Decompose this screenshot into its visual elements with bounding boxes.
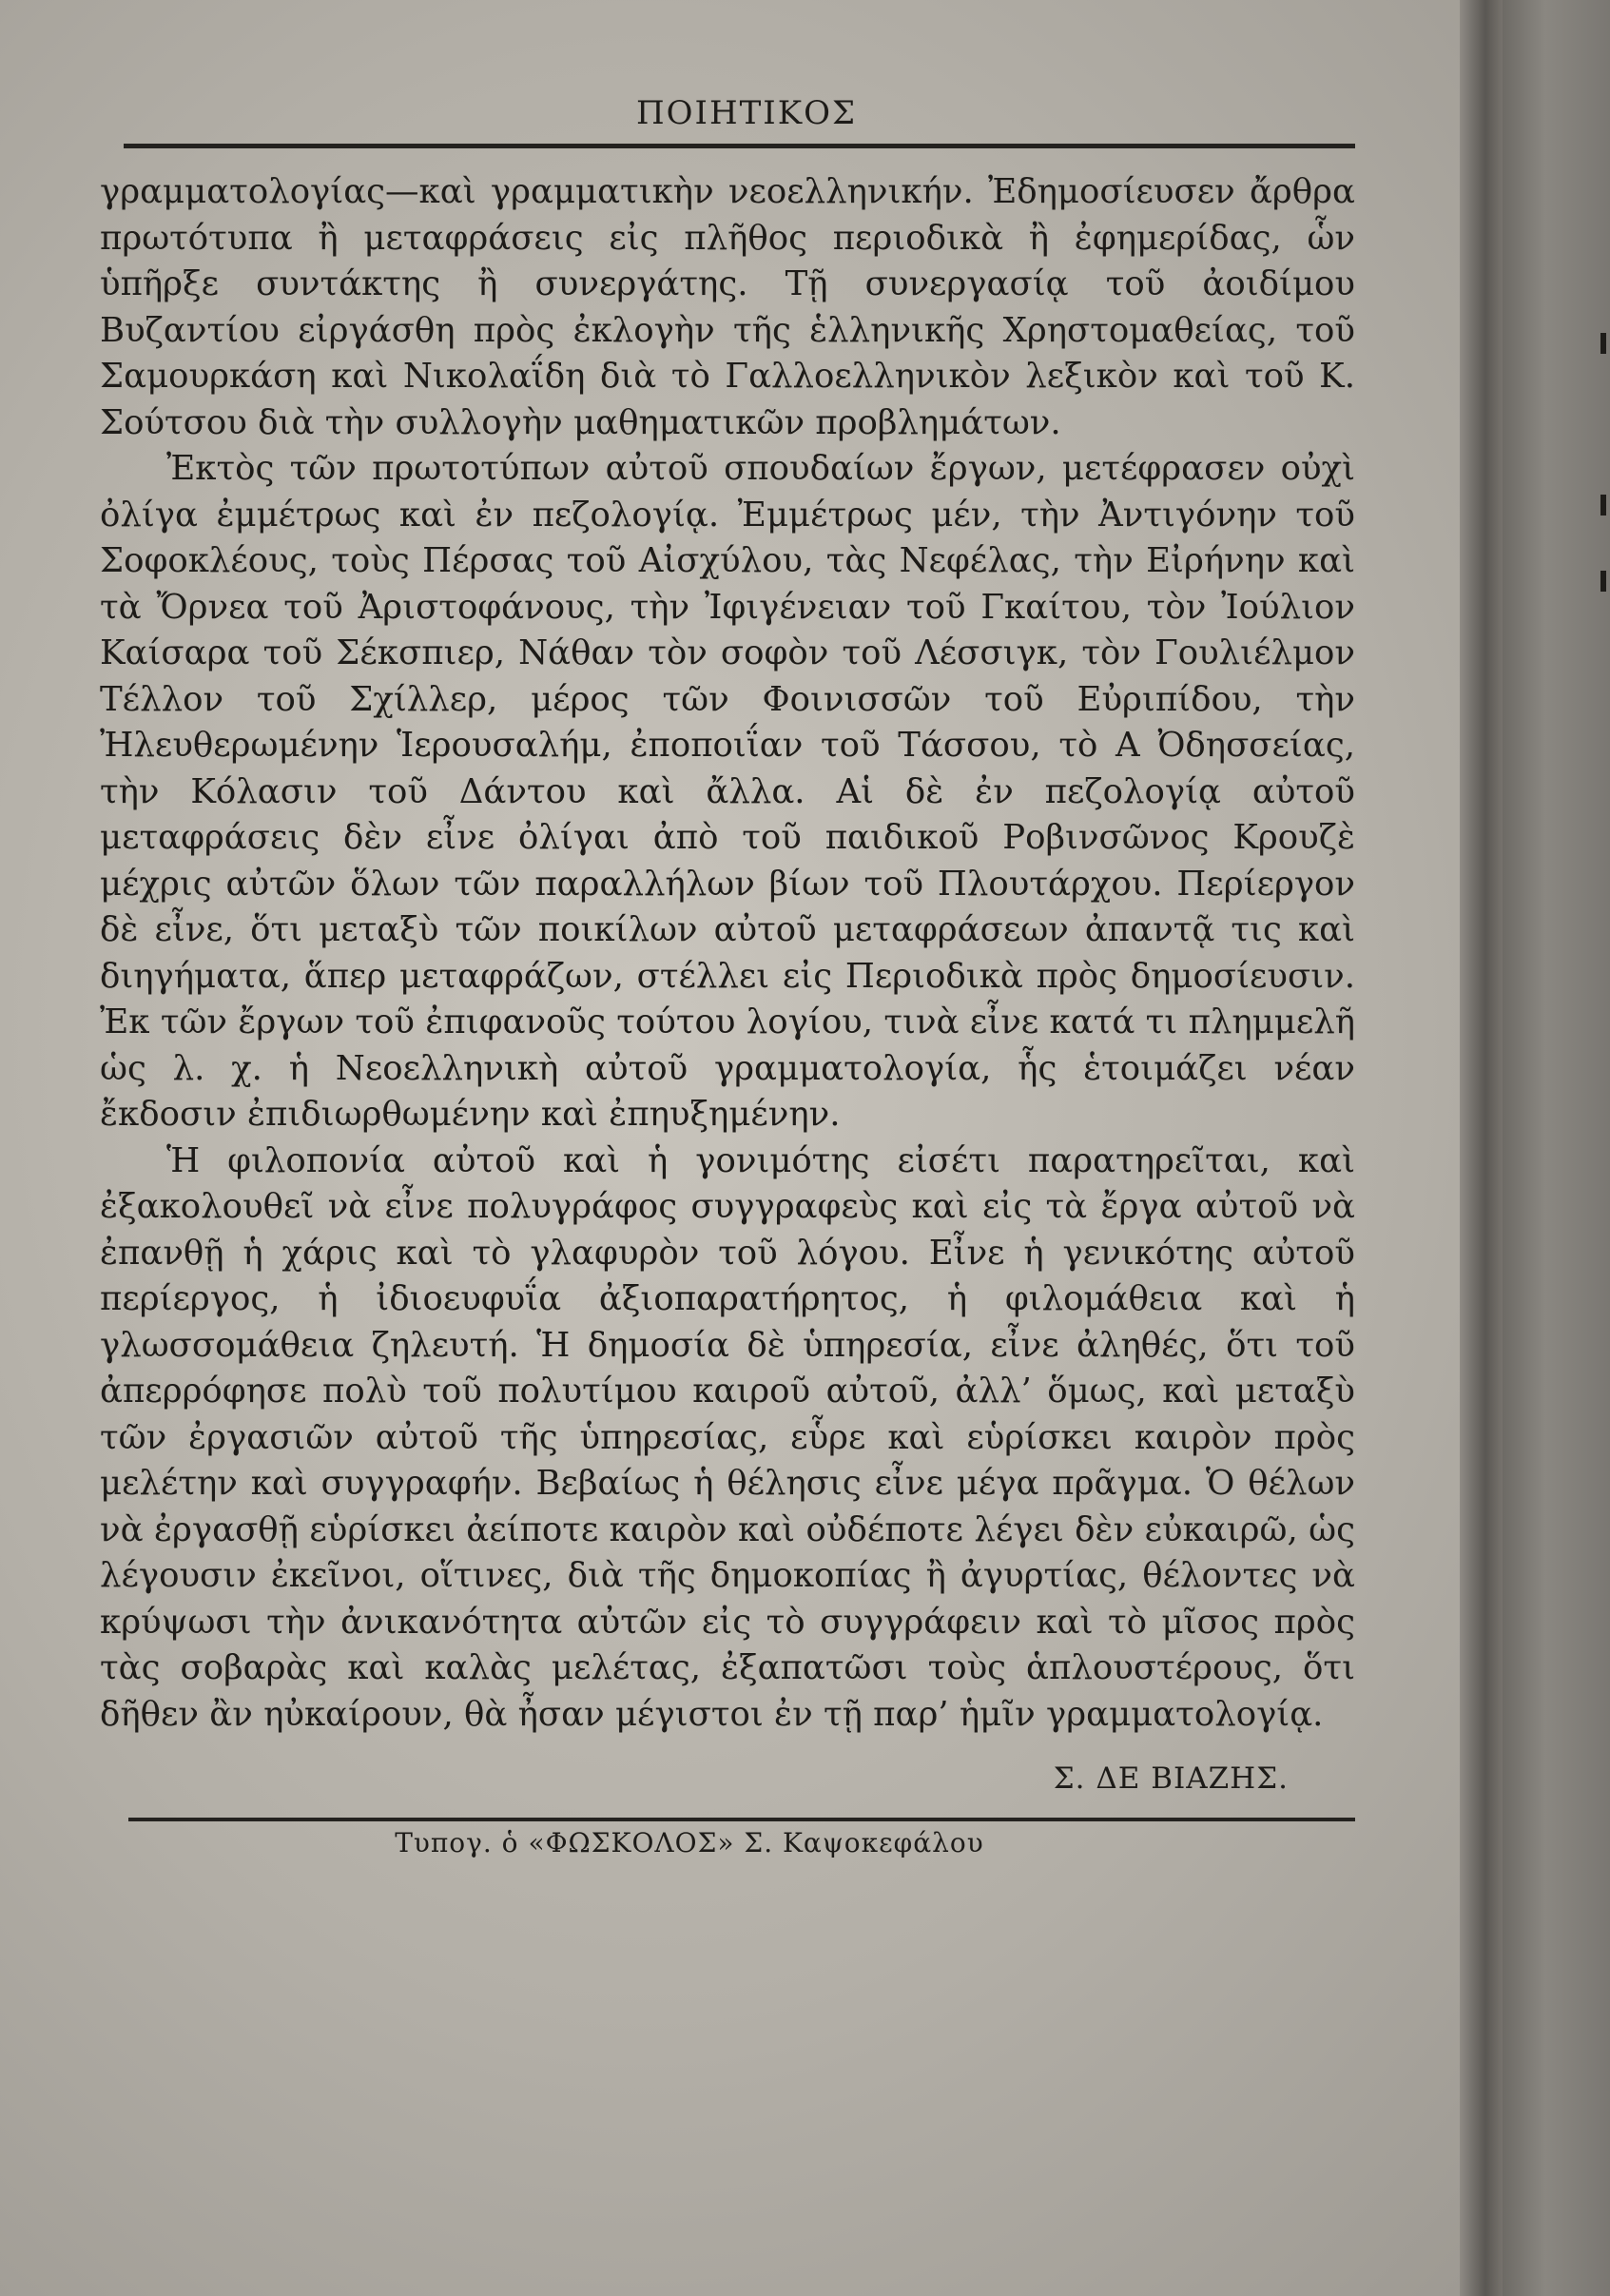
page-content	[100, 90, 1355, 1858]
paragraph-continuation: γραμματολογίας—καὶ γραμματικὴν νεοελληνικήν. Ἐδημοσίευσεν ἄρθρα πρωτότυπα ἢ μεταφράσεις εἰς πλῆθος περιοδικὰ ἢ ἐφημερίδας, ὧν ὑπῆρξε συντάκτης ἢ συνεργάτης. Τῇ συνεργασίᾳ τοῦ ἀοιδίμου Βυζαντίου εἰργάσθη πρὸς ἐκλογὴν τῆς ἑλληνικῆς Χρηστομαθείας, τοῦ Σαμουρκάση καὶ Νικολαΐδη διὰ τὸ Γαλλοελληνικὸν λεξικὸν καὶ τοῦ Κ. Σούτσου διὰ τὴν συλλογὴν μαθηματικῶν προβλημάτων.	[100, 172, 1355, 442]
footer-rule	[128, 1818, 1355, 1821]
book-gutter	[1460, 0, 1503, 2296]
adjacent-page-edge	[1503, 0, 1610, 2296]
header-rule	[124, 144, 1355, 148]
printer-imprint: Τυπογ. ὁ «ΦΩΣΚΟΛΟΣ» Σ. Καψοκεφάλου	[395, 1827, 984, 1858]
adjacent-page-mark	[1600, 333, 1606, 354]
running-header: ΠΟΙΗΤΙΚΟΣ	[635, 94, 858, 132]
article-body	[100, 169, 1355, 1738]
adjacent-page-mark	[1600, 571, 1606, 592]
paragraph: Ἡ φιλοπονία αὐτοῦ καὶ ἡ γονιμότης εἰσέτι παρατηρεῖται, καὶ ἐξακολουθεῖ νὰ εἶνε πολυγράφος συγγραφεὺς καὶ εἰς τὰ ἔργα αὐτοῦ νὰ ἐπανθῇ ἡ χάρις καὶ τὸ γλαφυρὸν τοῦ λόγου. Εἶνε ἡ γενικότης αὐτοῦ περίεργος, ἡ ἰδιοευφυΐα ἀξιοπαρατήρητος, ἡ φιλομάθεια καὶ ἡ γλωσσομάθεια ζηλευτή. Ἡ δημοσία δὲ ὑπηρεσία, εἶνε ἀληθές, ὅτι τοῦ ἀπερρόφησε πολὺ τοῦ πολυτίμου καιροῦ αὐτοῦ, ἀλλ’ ὅμως, καὶ μεταξὺ τῶν ἐργασιῶν αὐτοῦ τῆς ὑπηρεσίας, εὗρε καὶ εὑρίσκει καιρὸν πρὸς μελέτην καὶ συγγραφήν. Βεβαίως ἡ θέλησις εἶνε μέγα πρᾶγμα. Ὁ θέλων νὰ ἐργασθῇ εὑρίσκει ἀείποτε καιρὸν καὶ οὐδέποτε λέγει δὲν εὐκαιρῶ, ὡς λέγουσιν ἐκεῖνοι, οἵτινες, διὰ τῆς δημοκοπίας ἢ ἀγυρτίας, θέλοντες νὰ κρύψωσι τὴν ἀνικανότητα αὐτῶν εἰς τὸ συγγράφειν καὶ τὸ μῖσος πρὸς τὰς σοβαρὰς καὶ καλὰς μελέτας, ἐξαπατῶσι τοὺς ἁπλουστέρους, ὅτι δῆθεν ἂν ηὐκαίρουν, θὰ ἦσαν μέγιστοι ἐν τῇ παρ’ ἡμῖν γραμματολογίᾳ.	[100, 1140, 1355, 1734]
adjacent-page-mark	[1600, 495, 1606, 516]
author-signature: Σ. ΔΕ ΒΙΑΖΗΣ.	[1053, 1761, 1289, 1796]
paragraph: Ἐκτὸς τῶν πρωτοτύπων αὐτοῦ σπουδαίων ἔργων, μετέφρασεν οὐχὶ ὀλίγα ἐμμέτρως καὶ ἐν πεζολογίᾳ. Ἐμμέτρως μέν, τὴν Ἀντιγόνην τοῦ Σοφοκλέους, τοὺς Πέρσας τοῦ Αἰσχύλου, τὰς Νεφέλας, τὴν Εἰρήνην καὶ τὰ Ὄρνεα τοῦ Ἀριστοφάνους, τὴν Ἰφιγένειαν τοῦ Γκαίτου, τὸν Ἰούλιον Καίσαρα τοῦ Σέκσπιερ, Νάθαν τὸν σοφὸν τοῦ Λέσσιγκ, τὸν Γουλιέλμον Τέλλον τοῦ Σχίλλερ, μέρος τῶν Φοινισσῶν τοῦ Εὐριπίδου, τὴν Ἠλευθερωμένην Ἱερουσαλήμ, ἐποποιΐαν τοῦ Τάσσου, τὸ Α Ὀδησσείας, τὴν Κόλασιν τοῦ Δάντου καὶ ἄλλα. Αἱ δὲ ἐν πεζολογίᾳ αὐτοῦ μεταφράσεις δὲν εἶνε ὀλίγαι ἀπὸ τοῦ παιδικοῦ Ροβινσῶνος Κρουζὲ μέχρις αὐτῶν ὅλων τῶν παραλλήλων βίων τοῦ Πλουτάρχου. Περίεργον δὲ εἶνε, ὅτι μεταξὺ τῶν ποικίλων αὐτοῦ μεταφράσεων ἀπαντᾷ τις καὶ διηγήματα, ἅπερ μεταφράζων, στέλλει εἰς Περιοδικὰ πρὸς δημοσίευσιν. Ἐκ τῶν ἔργων τοῦ ἐπιφανοῦς τούτου λογίου, τινὰ εἶνε κατά τι πλημμελῆ ὡς λ. χ. ἡ Νεοελληνικὴ αὐτοῦ γραμματολογία, ἧς ἑτοιμάζει νέαν ἔκδοσιν ἐπιδιωρθωμένην καὶ ἐπηυξημένην.	[100, 449, 1355, 1134]
